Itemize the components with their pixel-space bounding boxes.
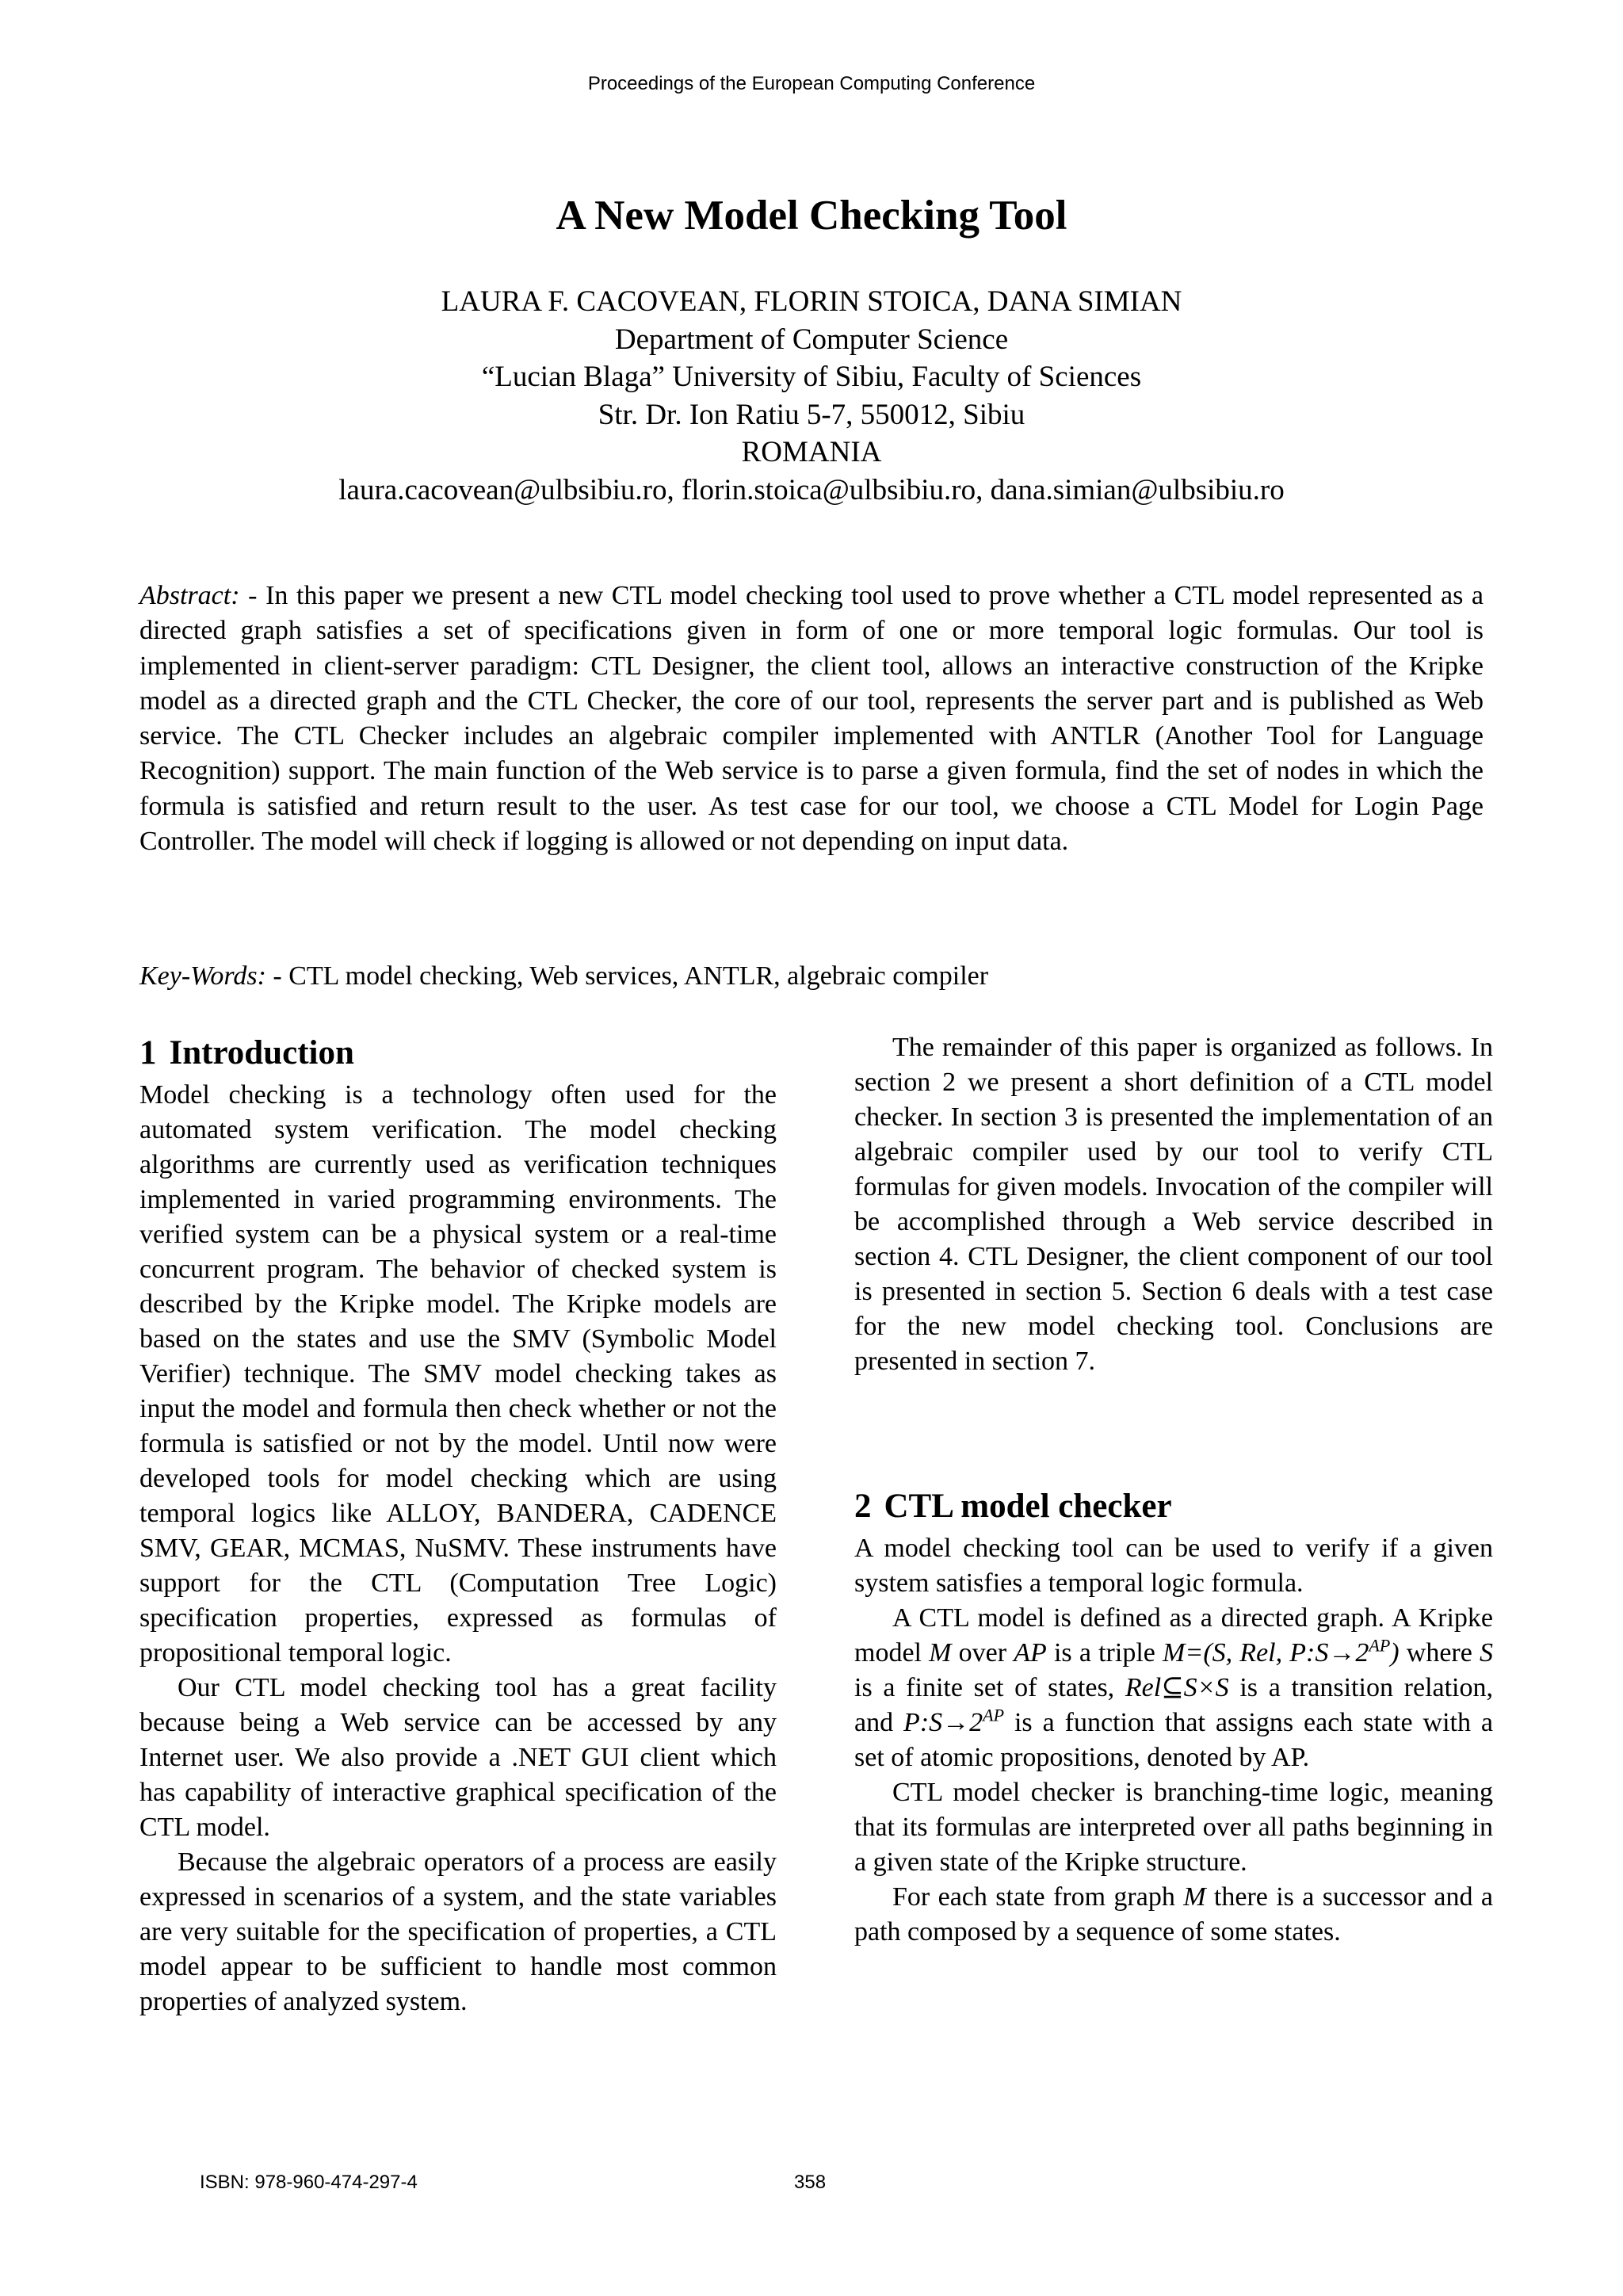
section-1-paragraph: Model checking is a technology often used for the automated system verification. The model checking algorithms are currently used as verification techniques implemented in varied programming environments. The verified system can be a physical system or a real-time concurrent program. The behavior of checked system is described by the Kripke model. The Kripke models are based on the states and use the SMV (Symbolic Model Verifier) technique. The SMV model checking takes as input the model and formula then check whether or not the formula is satisfied or not by the model. Until now were developed tools for model checking which are using temporal logics like ALLOY, BANDERA, CADENCE SMV, GEAR, MCMAS, NuSMV. These instruments have support for the CTL (Computation Tree Logic) specification properties, expressed as formulas of propositional temporal logic. (139, 1080, 777, 1668)
right-column-section-2 (854, 1482, 1493, 1950)
author-emails: laura.cacovean@ulbsibiu.ro, florin.stoica@ulbsibiu.ro, dana.simian@ulbsibiu.ro (338, 473, 1285, 506)
author-country: ROMANIA (741, 436, 882, 468)
author-address: Str. Dr. Ion Ratiu 5-7, 550012, Sibiu (598, 398, 1025, 431)
section-1-paragraph: The remainder of this paper is organized as follows. In section 2 we present a short definition of a CTL model checker. In section 3 is presented the implementation of an algebraic compiler used by our tool to verify CTL formulas for given models. Invocation of the compiler will be accomplished through a Web service described in section 4. CTL Designer, the client component of our tool is presented in section 5. Section 6 deals with a test case for the new model checking tool. Conclusions are presented in section 7. (854, 1033, 1493, 1376)
section-2-heading (854, 1482, 1493, 1531)
left-column (139, 1029, 777, 2019)
keywords-text: - CTL model checking, Web services, ANTLR, algebraic compiler (273, 961, 989, 991)
right-column-top (854, 1030, 1493, 1379)
abstract (139, 579, 1484, 859)
section-2-number: 2 (854, 1488, 872, 1525)
footer-isbn: ISBN: 978-960-474-297-4 (200, 2172, 418, 2193)
abstract-text: - In this paper we present a new CTL model checking tool used to prove whether a CTL model represented as a directed graph satisfies a set of specifications given in form of one or more temporal logic formulas. Our tool is implemented in client-server paradigm: CTL Designer, the client tool, allows an interactive construction of the Kripke model as a directed graph and the CTL Checker, the core of our tool, represents the server part and is published as Web service. The CTL Checker includes an algebraic compiler implemented with ANTLR (Another Tool for Language Recognition) support. The main function of the Web service is to parse a given formula, find the set of nodes in which the formula is satisfied and return result to the user. As test case for our tool, we choose a CTL Model for Login Page Controller. The model will check if logging is allowed or not depending on input data. (139, 581, 1484, 857)
section-1-number: 1 (139, 1034, 157, 1072)
section-1-paragraph: Because the algebraic operators of a process are easily expressed in scenarios of a system, and the state variables are very suitable for the specification of properties, a CTL model appear to be sufficient to handle most common properties of analyzed system. (139, 1847, 777, 2016)
section-2-paragraph: A model checking tool can be used to verify if a given system satisfies a temporal logic formula. (854, 1534, 1493, 1598)
paper-title: A New Model Checking Tool (556, 193, 1067, 239)
author-department: Department of Computer Science (614, 323, 1009, 356)
section-2-paragraph-kripke: A CTL model is defined as a directed graph. A Kripke model M over AP is a triple M=(S, Rel, $P:S\to 2^{AP}$) where S is a finite set of states, Rel⊆S×S is a transition relation, and $P:S\to 2^{AP}$ is a function that assigns each state with a set of atomic propositions, denoted by AP. (854, 1603, 1494, 1772)
section-1-heading (139, 1029, 777, 1078)
section-2-title: CTL model checker (884, 1488, 1172, 1525)
keywords (139, 959, 1484, 994)
footer-page-number: 358 (794, 2172, 827, 2193)
author-university: “Lucian Blaga” University of Sibiu, Faculty of Sciences (481, 361, 1142, 393)
keywords-label: Key-Words: (139, 961, 266, 991)
section-2-paragraph: CTL model checker is branching-time logic, meaning that its formulas are interpreted over all paths beginning in a given state of the Kripke structure. (854, 1778, 1493, 1877)
section-1-title: Introduction (169, 1034, 354, 1072)
section-2-paragraph: For each state from graph M there is a successor and a path composed by a sequence of some states. (854, 1882, 1493, 1946)
author-names: LAURA F. CACOVEAN, FLORIN STOICA, DANA SIMIAN (441, 285, 1182, 318)
section-1-paragraph: Our CTL model checking tool has a great facility because being a Web service can be accessed by any Internet user. We also provide a .NET GUI client which has capability of interactive graphical specification of the CTL model. (139, 1673, 777, 1842)
running-header: Proceedings of the European Computing Conference (587, 73, 1036, 94)
author-block (0, 283, 1623, 509)
abstract-label: Abstract: (139, 581, 240, 610)
